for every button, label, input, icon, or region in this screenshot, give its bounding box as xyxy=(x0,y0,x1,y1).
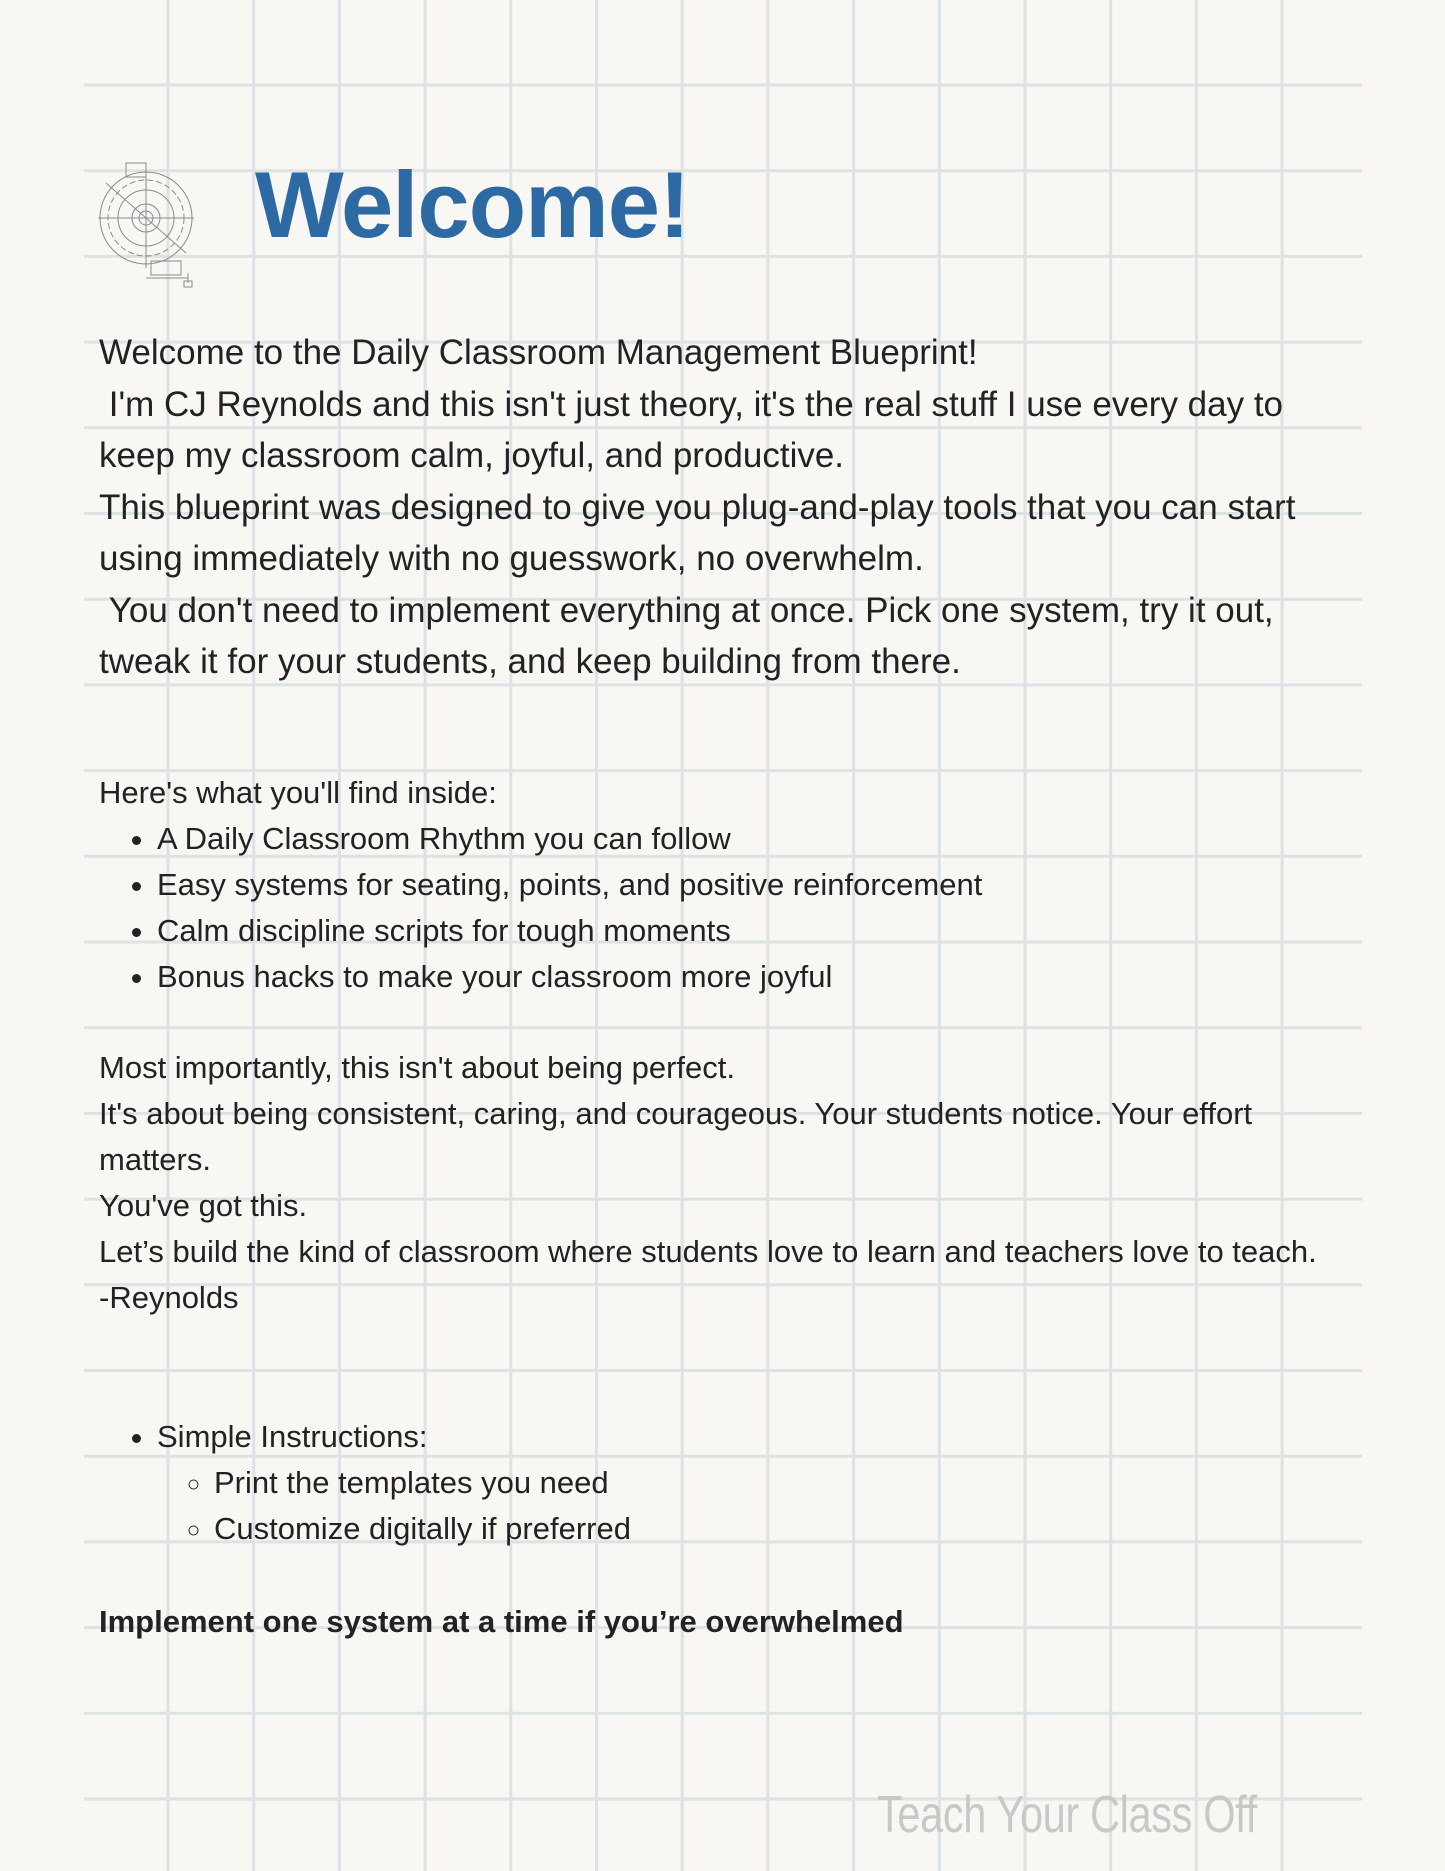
list-item: • Easy systems for seating, points, and positive reinforcement xyxy=(157,862,1349,908)
inside-heading: Here's what you'll find inside: xyxy=(99,775,497,810)
list-item: • Calm discipline scripts for tough moments xyxy=(157,908,1349,954)
closing-line: It's about being consistent, caring, and courageous. Your students notice. Your effort matters. xyxy=(99,1096,1253,1177)
list-item: • A Daily Classroom Rhythm you can follow xyxy=(157,816,1349,862)
bold-note: Implement one system at a time if you’re overwhelmed xyxy=(99,1604,904,1639)
intro-line: Welcome to the Daily Classroom Management Blueprint! xyxy=(99,333,978,372)
inside-list xyxy=(99,816,1349,1000)
instructions-list xyxy=(99,1414,1349,1552)
intro-line: This blueprint was designed to give you plug-and-play tools that you can start using immediately with no guesswork, no overwhelm. xyxy=(99,487,1306,578)
instructions-label: Simple Instructions: xyxy=(157,1419,428,1454)
closing-text xyxy=(99,1045,1369,1321)
intro-line: I'm CJ Reynolds and this isn't just theory, it's the real stuff I use every day to keep my classroom calm, joyful, and productive. xyxy=(99,384,1293,475)
brand-watermark: Teach Your Class Off xyxy=(877,1786,1257,1844)
closing-line: Most importantly, this isn't about being perfect. xyxy=(99,1050,735,1085)
closing-line: You've got this. xyxy=(99,1188,308,1223)
signature: -Reynolds xyxy=(99,1280,239,1315)
closing-line: Let’s build the kind of classroom where students love to learn and teachers love to teach. xyxy=(99,1234,1317,1269)
list-item: • Bonus hacks to make your classroom more joyful xyxy=(157,954,1349,1000)
intro-text xyxy=(99,327,1359,688)
instructions-section xyxy=(99,1414,1349,1552)
list-item: ◦ Print the templates you need xyxy=(214,1460,1349,1506)
list-item xyxy=(157,1414,1349,1552)
gear-blueprint-sketch-icon xyxy=(96,143,196,293)
list-item: ◦ Customize digitally if preferred xyxy=(214,1506,1349,1552)
intro-line: You don't need to implement everything at once. Pick one system, try it out, tweak it for your students, and keep building from there. xyxy=(99,590,1284,681)
instructions-steps xyxy=(157,1460,1349,1552)
inside-section xyxy=(99,770,1349,1000)
page-title: Welcome! xyxy=(255,152,690,257)
